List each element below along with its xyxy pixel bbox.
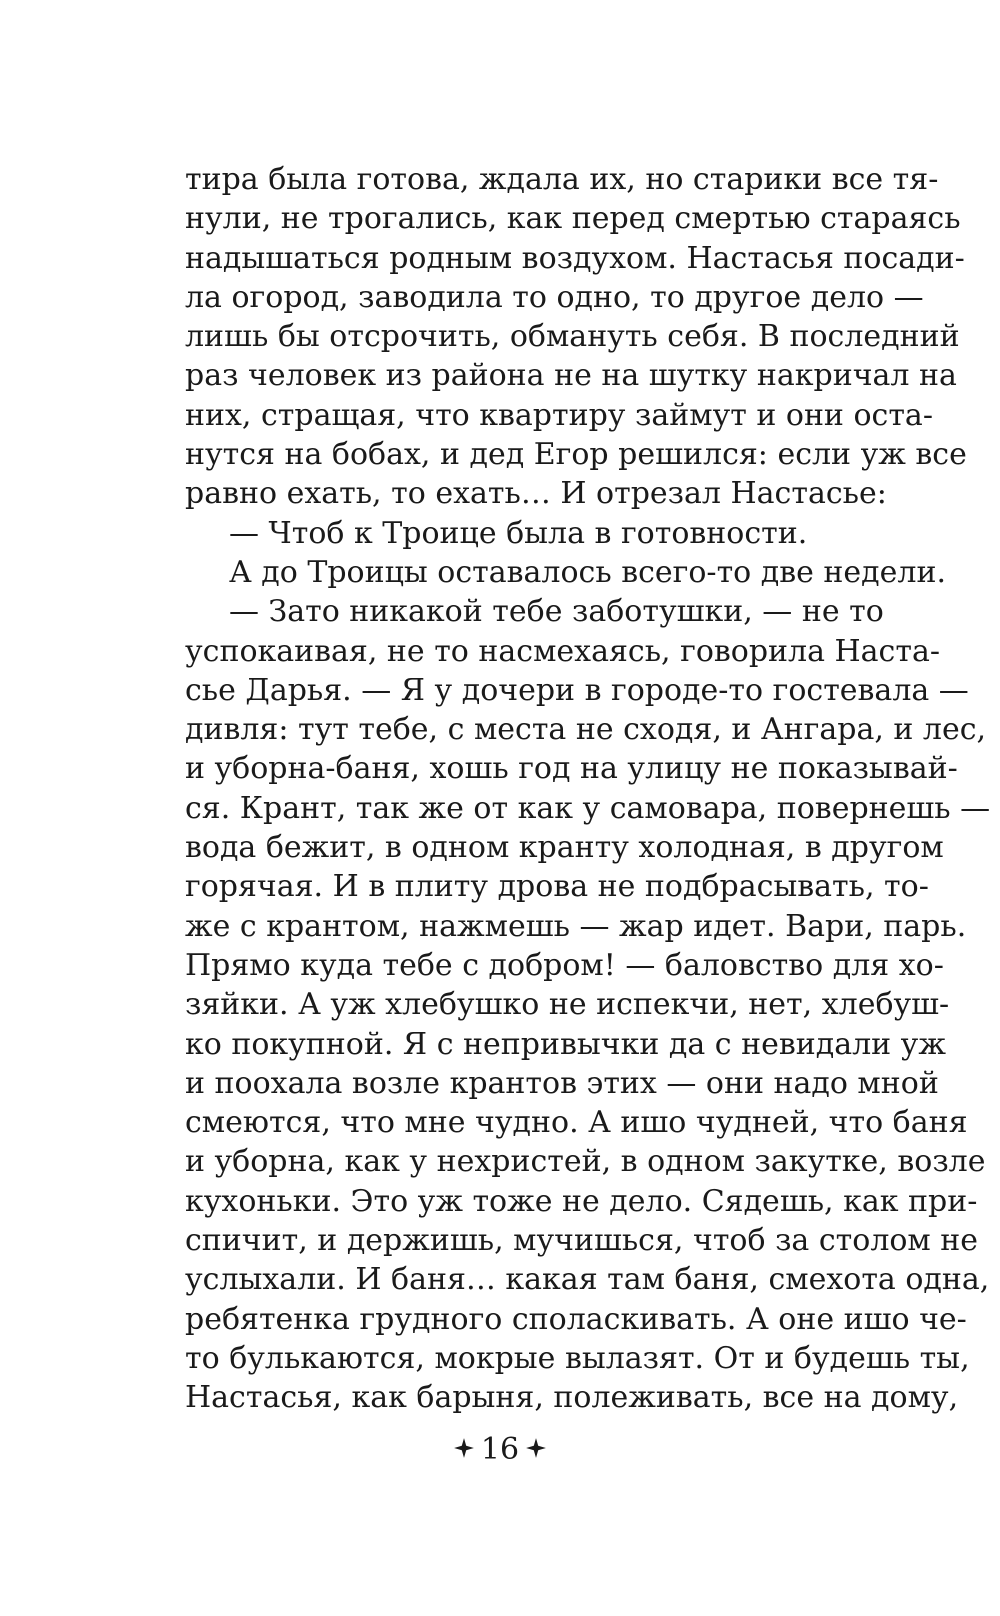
text-line: ко покупной. Я с непривычки да с невидали уж	[185, 1026, 946, 1062]
page-number-footer	[0, 1430, 1000, 1470]
page-number: 16	[480, 1432, 520, 1467]
text-line: и уборна-баня, хошь год на улицу не показывай-	[185, 751, 958, 787]
text-line: сье Дарья. — Я у дочери в городе-то гостевала —	[185, 672, 969, 708]
text-line: кухоньки. Это уж тоже не дело. Сядешь, как при-	[185, 1183, 978, 1219]
text-line-dialogue: — Чтоб к Троице была в готовности.	[229, 515, 808, 551]
text-line: дивля: тут тебе, с места не сходя, и Ангара, и лес,	[185, 712, 987, 748]
text-line: успокаивая, не то насмехаясь, говорила Наста-	[185, 633, 940, 669]
text-line: тира была готова, ждала их, но старики все тя-	[185, 162, 939, 197]
text-line: ся. Крант, так же от как у самовара, повернешь —	[185, 790, 991, 826]
text-line: нули, не трогались, как перед смертью стараясь	[185, 201, 961, 237]
text-line: ла огород, заводила то одно, то другое дело —	[185, 279, 924, 315]
body-text	[185, 160, 991, 1418]
text-line: равно ехать, то ехать… И отрезал Настасье:	[185, 476, 887, 512]
text-line: лишь бы отсрочить, обмануть себя. В последний	[185, 319, 960, 355]
text-line: нутся на бобах, и дед Егор решился: если уж все	[185, 437, 967, 473]
text-line: спичит, и держишь, мучишься, чтоб за столом не	[185, 1223, 979, 1259]
text-line: зяйки. А уж хлебушко не испекчи, нет, хлебуш-	[185, 987, 950, 1023]
text-line: и поохала возле крантов этих — они надо мной	[185, 1065, 939, 1101]
text-line: услыхали. И баня… какая там баня, смехота одна,	[185, 1262, 990, 1298]
text-line: Настасья, как барыня, полеживать, все на дому,	[185, 1380, 959, 1416]
text-line: же с крантом, нажмешь — жар идет. Вари, парь.	[185, 908, 967, 944]
text-line: то булькаются, мокрые вылазят. От и будешь ты,	[185, 1340, 970, 1376]
text-line: горячая. И в плиту дрова не подбрасывать, то-	[185, 869, 929, 905]
text-line: надышаться родным воздухом. Настасья посади-	[185, 240, 965, 276]
text-line: и уборна, как у нехристей, в одном закутке, возле	[185, 1144, 986, 1180]
text-line: ребятенка грудного споласкивать. А оне ишо че-	[185, 1301, 967, 1337]
text-line: раз человек из района не на шутку накричал на	[185, 358, 957, 394]
text-line: вода бежит, в одном кранту холодная, в другом	[185, 830, 944, 866]
four-point-star-icon	[453, 1437, 475, 1459]
four-point-star-icon	[525, 1437, 547, 1459]
text-line-dialogue: — Зато никакой тебе заботушки, — не то	[229, 594, 884, 630]
text-line-paragraph-start: А до Троицы оставалось всего-то две недели.	[229, 554, 946, 590]
text-line: смеются, что мне чудно. А ишо чудней, что баня	[185, 1105, 968, 1141]
text-line: них, стращая, что квартиру займут и они оста-	[185, 397, 933, 433]
text-line: Прямо куда тебе с добром! — баловство для хо-	[185, 947, 944, 983]
